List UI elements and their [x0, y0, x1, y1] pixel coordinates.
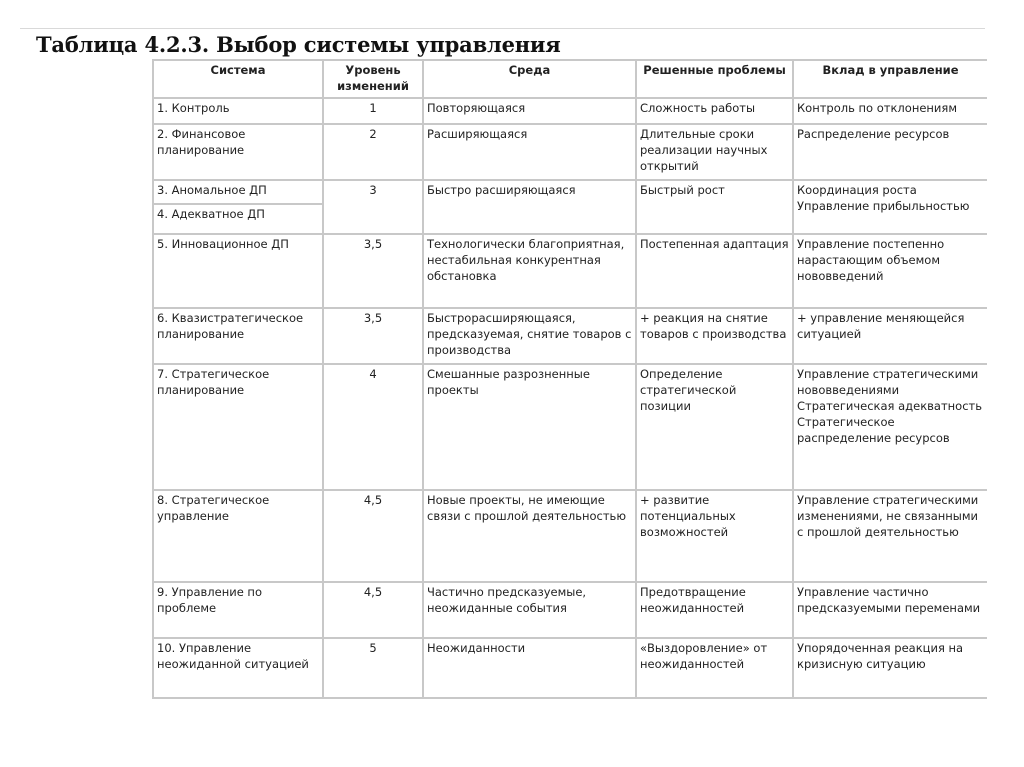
header-problems: Решенные проблемы	[636, 60, 793, 98]
table-row	[153, 638, 987, 698]
top-divider	[20, 28, 985, 29]
table-row	[153, 364, 987, 490]
cell-system: 10. Управление неожиданной ситуацией	[153, 638, 323, 698]
cell-problems: Определение стратегической позиции	[636, 364, 793, 490]
cell-environment: Быстрорасширяющаяся, предсказуемая, снятие товаров с производства	[423, 308, 636, 364]
cell-system: 2. Финансовое планирование	[153, 124, 323, 180]
cell-system: 8. Стратегическое управление	[153, 490, 323, 582]
cell-system: 4. Адекватное ДП	[153, 204, 323, 234]
table-row	[153, 490, 987, 582]
page-title: Таблица 4.2.3. Выбор системы управления	[36, 32, 561, 57]
management-systems-table	[152, 59, 987, 699]
cell-environment: Частично предсказуемые, неожиданные события	[423, 582, 636, 638]
cell-system: 7. Стратегическое планирование	[153, 364, 323, 490]
cell-level: 3	[323, 180, 423, 234]
cell-system: 9. Управление по проблеме	[153, 582, 323, 638]
cell-contribution: Упорядоченная реакция на кризисную ситуацию	[793, 638, 987, 698]
cell-contribution: Управление стратегическими нововведениями Стратегическая адекватность Стратегическое распределение ресурсов	[793, 364, 987, 490]
cell-contribution: + управление меняющейся ситуацией	[793, 308, 987, 364]
table-row	[153, 308, 987, 364]
cell-contribution: Управление стратегическими изменениями, не связанными с прошлой деятельностью	[793, 490, 987, 582]
table-row	[153, 180, 987, 204]
header-contribution: Вклад в управление	[793, 60, 987, 98]
cell-environment: Новые проекты, не имеющие связи с прошлой деятельностью	[423, 490, 636, 582]
table-row	[153, 124, 987, 180]
cell-problems: Постепенная адаптация	[636, 234, 793, 308]
cell-level: 2	[323, 124, 423, 180]
table-row	[153, 234, 987, 308]
cell-level: 4,5	[323, 582, 423, 638]
cell-problems: Длительные сроки реализации научных открытий	[636, 124, 793, 180]
header-level: Уровень изменений	[323, 60, 423, 98]
table-header-row	[153, 60, 987, 98]
cell-environment: Быстро расширяющаяся	[423, 180, 636, 234]
cell-level: 3,5	[323, 234, 423, 308]
cell-system: 1. Контроль	[153, 98, 323, 124]
cell-environment: Повторяющаяся	[423, 98, 636, 124]
cell-level: 1	[323, 98, 423, 124]
cell-contribution: Управление частично предсказуемыми переменами	[793, 582, 987, 638]
header-environment: Среда	[423, 60, 636, 98]
cell-problems: + развитие потенциальных возможностей	[636, 490, 793, 582]
cell-problems: + реакция на снятие товаров с производства	[636, 308, 793, 364]
cell-environment: Расширяющаяся	[423, 124, 636, 180]
cell-environment: Смешанные разрозненные проекты	[423, 364, 636, 490]
cell-environment: Технологически благоприятная, нестабильная конкурентная обстановка	[423, 234, 636, 308]
table-row	[153, 98, 987, 124]
cell-contribution: Распределение ресурсов	[793, 124, 987, 180]
cell-system: 3. Аномальное ДП	[153, 180, 323, 204]
cell-level: 5	[323, 638, 423, 698]
cell-problems: Предотвращение неожиданностей	[636, 582, 793, 638]
cell-level: 4	[323, 364, 423, 490]
cell-level: 4,5	[323, 490, 423, 582]
cell-problems: Сложность работы	[636, 98, 793, 124]
cell-problems: Быстрый рост	[636, 180, 793, 234]
cell-contribution: Координация роста Управление прибыльностью	[793, 180, 987, 234]
management-systems-table-container	[152, 59, 987, 707]
cell-level: 3,5	[323, 308, 423, 364]
cell-problems: «Выздоровление» от неожиданностей	[636, 638, 793, 698]
cell-system: 6. Квазистратегическое планирование	[153, 308, 323, 364]
cell-contribution: Контроль по отклонениям	[793, 98, 987, 124]
header-system: Система	[153, 60, 323, 98]
cell-contribution: Управление постепенно нарастающим объемом нововведений	[793, 234, 987, 308]
cell-environment: Неожиданности	[423, 638, 636, 698]
table-row	[153, 582, 987, 638]
cell-system: 5. Инновационное ДП	[153, 234, 323, 308]
